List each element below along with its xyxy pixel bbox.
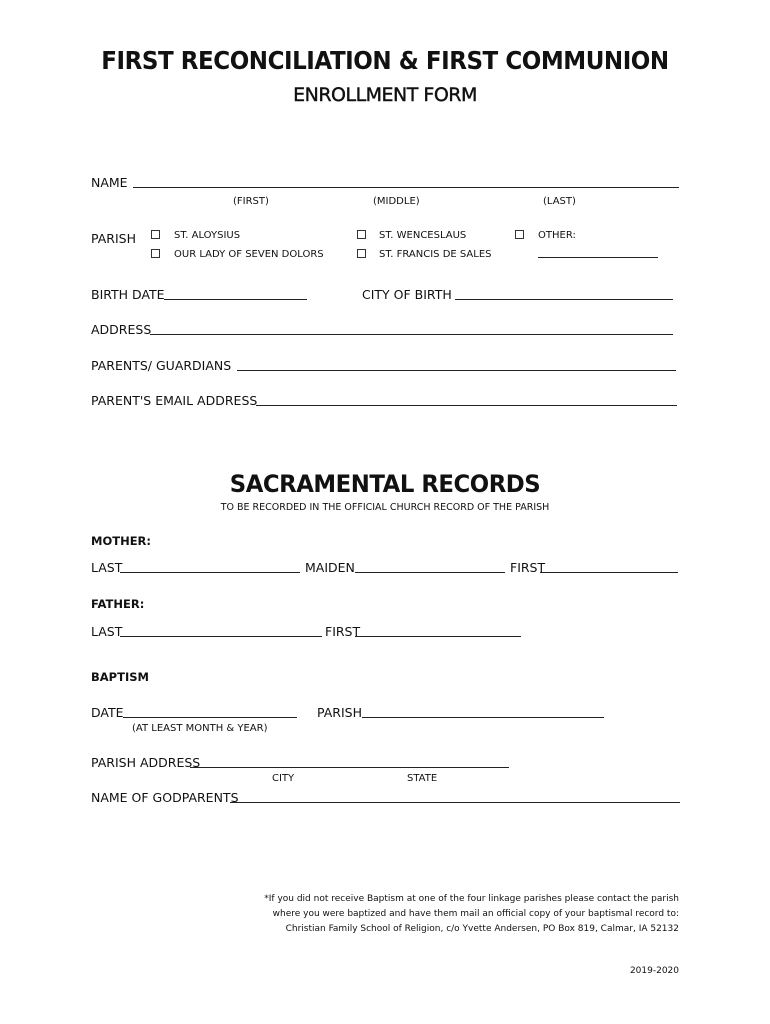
checkbox-st-francis[interactable]	[357, 249, 366, 258]
option-other: OTHER:	[538, 230, 576, 241]
checkbox-st-aloysius[interactable]	[151, 230, 160, 239]
footnote-line-1: *If you did not receive Baptism at one of the four linkage parishes please contact the parish	[264, 894, 679, 904]
mother-maiden-label: MAIDEN	[305, 560, 355, 575]
parish-address-field[interactable]	[190, 767, 509, 768]
other-parish-field[interactable]	[538, 257, 658, 258]
baptism-parish-label: PARISH	[317, 705, 362, 720]
baptism-label: BAPTISM	[91, 670, 149, 684]
name-middle-hint: (MIDDLE)	[373, 196, 420, 207]
baptism-date-field[interactable]	[123, 717, 297, 718]
father-first-label: FIRST	[325, 624, 361, 639]
birth-date-field[interactable]	[164, 299, 307, 300]
footnote-line-2: where you were baptized and have them mail an official copy of your baptismal record to:	[272, 909, 679, 919]
option-our-lady: OUR LADY OF SEVEN DOLORS	[174, 249, 324, 260]
form-title: FIRST RECONCILIATION & FIRST COMMUNION	[101, 46, 669, 75]
checkbox-our-lady[interactable]	[151, 249, 160, 258]
option-st-aloysius: ST. ALOYSIUS	[174, 230, 241, 241]
email-label: PARENT'S EMAIL ADDRESS	[91, 393, 258, 408]
date-hint: (AT LEAST MONTH & YEAR)	[132, 723, 268, 734]
state-hint: STATE	[407, 773, 438, 784]
mother-first-field[interactable]	[540, 572, 678, 573]
mother-first-label: FIRST	[510, 560, 546, 575]
father-last-field[interactable]	[120, 636, 322, 637]
name-field[interactable]	[133, 187, 679, 188]
mother-label: MOTHER:	[91, 534, 151, 548]
option-st-francis: ST. FRANCIS DE SALES	[379, 249, 492, 260]
city-hint: CITY	[272, 773, 295, 784]
checkbox-other[interactable]	[515, 230, 524, 239]
address-field[interactable]	[150, 334, 673, 335]
school-year: 2019-2020	[629, 966, 679, 976]
footnote-line-3: Christian Family School of Religion, c/o Yvette Andersen, PO Box 819, Calmar, IA 52132	[285, 924, 679, 934]
form-subtitle: ENROLLMENT FORM	[293, 84, 477, 106]
godparents-field[interactable]	[230, 802, 680, 803]
option-st-wenceslaus: ST. WENCESLAUS	[379, 230, 467, 241]
mother-maiden-field[interactable]	[355, 572, 505, 573]
records-subtitle: TO BE RECORDED IN THE OFFICIAL CHURCH RECORD OF THE PARISH	[220, 502, 550, 513]
parish-address-label: PARISH ADDRESS	[91, 755, 201, 770]
email-field[interactable]	[256, 405, 677, 406]
father-label: FATHER:	[91, 597, 145, 611]
checkbox-st-wenceslaus[interactable]	[357, 230, 366, 239]
address-label: ADDRESS	[91, 322, 152, 337]
parents-field[interactable]	[237, 370, 676, 371]
records-title: SACRAMENTAL RECORDS	[229, 470, 541, 498]
parents-label: PARENTS/ GUARDIANS	[91, 358, 232, 373]
baptism-parish-field[interactable]	[362, 717, 604, 718]
godparents-label: NAME OF GODPARENTS	[91, 790, 239, 805]
father-last-label: LAST	[91, 624, 123, 639]
name-first-hint: (FIRST)	[233, 196, 269, 207]
mother-last-field[interactable]	[120, 572, 300, 573]
date-label: DATE	[91, 705, 124, 720]
birth-date-label: BIRTH DATE	[91, 287, 165, 302]
mother-last-label: LAST	[91, 560, 123, 575]
name-label: NAME	[91, 175, 128, 190]
city-of-birth-label: CITY OF BIRTH	[362, 287, 452, 302]
name-last-hint: (LAST)	[543, 196, 576, 207]
parish-label: PARISH	[91, 231, 136, 246]
father-first-field[interactable]	[355, 636, 521, 637]
city-of-birth-field[interactable]	[455, 299, 673, 300]
